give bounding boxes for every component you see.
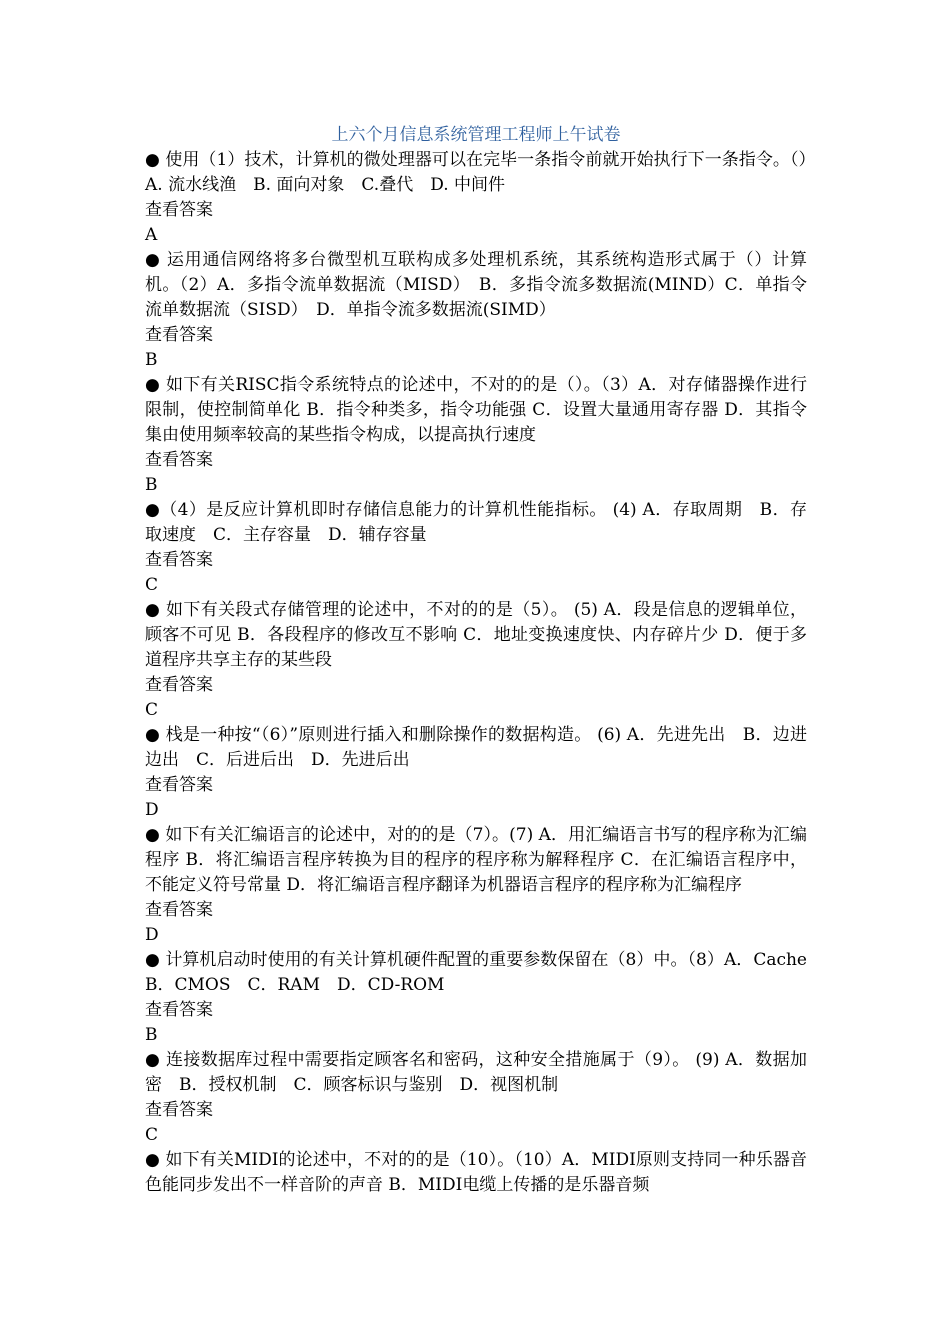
question-text: ● 如下有关MIDI的论述中，不对的的是（10）。（10）A．MIDI原则支持同一种乐器音色能同步发出不一样音阶的声音 B．MIDI电缆上传播的是乐器音频 xyxy=(145,1150,807,1195)
question-block-3 xyxy=(145,373,807,498)
view-answer-link[interactable]: 查看答案 xyxy=(145,325,213,345)
answer-text: C xyxy=(145,1125,159,1145)
question-text: ● 计算机启动时使用的有关计算机硬件配置的重要参数保留在（8）中。（8）A．Cache B．CMOS C．RAM D．CD-ROM xyxy=(145,950,824,995)
answer-text: B xyxy=(145,475,158,495)
answer-text: C xyxy=(145,575,159,595)
view-answer-link[interactable]: 查看答案 xyxy=(145,1100,213,1120)
question-block-1 xyxy=(145,148,807,248)
view-answer-link[interactable]: 查看答案 xyxy=(145,900,213,920)
question-block-9 xyxy=(145,1048,807,1148)
question-text: ●（4）是反应计算机即时存储信息能力的计算机性能指标。 (4) A．存取周期 B．存取速度 C．主存容量 D．辅存容量 xyxy=(145,500,807,545)
answer-text: A xyxy=(145,225,158,245)
question-text: ● 连接数据库过程中需要指定顾客名和密码，这种安全措施属于（9）。 (9) A．数据加密 B．授权机制 C．顾客标识与鉴别 D．视图机制 xyxy=(145,1050,807,1095)
answer-text: C xyxy=(145,700,159,720)
answer-text: D xyxy=(145,800,159,820)
question-block-2 xyxy=(145,248,807,373)
question-block-7 xyxy=(145,823,807,948)
question-text: ● 运用通信网络将多台微型机互联构成多处理机系统，其系统构造形式属于（）计算机。（2）A．多指令流单数据流（MISD） B．多指令流多数据流(MIND）C．单指令流单数据流（SISD） D．单指令流多数据流(SIMD） xyxy=(145,250,807,320)
question-block-4 xyxy=(145,498,807,598)
document-page xyxy=(145,122,824,1198)
document-title: 上六个月信息系统管理工程师上午试卷 xyxy=(331,125,621,145)
question-text: ● 如下有关段式存储管理的论述中，不对的的是（5）。 (5) A．段是信息的逻辑单位，顾客不可见 B．各段程序的修改互不影响 C．地址变换速度快、内存碎片少 D．便于多道程序共享主存的某些段 xyxy=(145,600,807,670)
question-block-6 xyxy=(145,723,807,823)
question-text: ● 栈是一种按“（6）”原则进行插入和删除操作的数据构造。 (6) A．先进先出 B．边进边出 C．后进后出 D．先进后出 xyxy=(145,725,807,770)
view-answer-link[interactable]: 查看答案 xyxy=(145,775,213,795)
question-text: ● 如下有关RISC指令系统特点的论述中，不对的的是（）。（3）A．对存储器操作进行限制，使控制简单化 B．指令种类多，指令功能强 C．设置大量通用寄存器 D．其指令集由使用频率较高的某些指令构成，以提高执行速度 xyxy=(145,375,807,445)
question-block-5 xyxy=(145,598,807,723)
question-text: ● 使用（1）技术，计算机的微处理器可以在完毕一条指令前就开始执行下一条指令。（）A. 流水线渔 B. 面向对象 C.叠代 D. 中间件 xyxy=(145,150,807,195)
view-answer-link[interactable]: 查看答案 xyxy=(145,200,213,220)
question-block-8 xyxy=(145,948,824,1048)
answer-text: B xyxy=(145,1025,158,1045)
view-answer-link[interactable]: 查看答案 xyxy=(145,1000,213,1020)
view-answer-link[interactable]: 查看答案 xyxy=(145,675,213,695)
view-answer-link[interactable]: 查看答案 xyxy=(145,550,213,570)
question-text: ● 如下有关汇编语言的论述中，对的的是（7）。(7) A．用汇编语言书写的程序称为汇编程序 B．将汇编语言程序转换为目的程序的程序称为解释程序 C．在汇编语言程序中，不能定义符号常量 D．将汇编语言程序翻译为机器语言程序的程序称为汇编程序 xyxy=(145,825,807,895)
question-block-10 xyxy=(145,1148,807,1198)
answer-text: B xyxy=(145,350,158,370)
answer-text: D xyxy=(145,925,159,945)
view-answer-link[interactable]: 查看答案 xyxy=(145,450,213,470)
